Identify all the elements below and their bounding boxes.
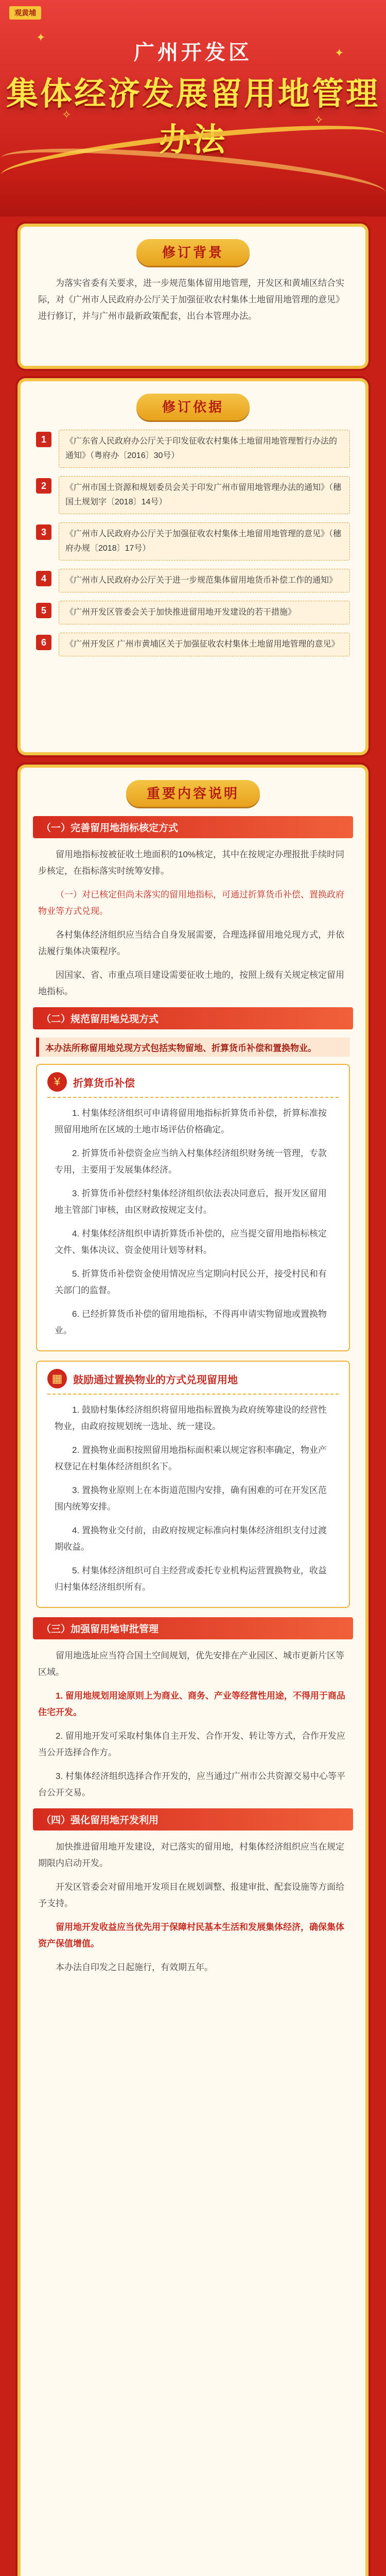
basis-panel [21, 381, 365, 752]
section-paragraph: 开发区管委会对留用地开发项目在规划调整、报建审批、配套设施等方面给予支持。 [38, 1882, 344, 1908]
section-paragraph: 留用地选址应当符合国土空间规划，优先安排在产业园区、城市更新片区等区域。 [38, 1651, 344, 1677]
item-number: 4 [36, 571, 51, 586]
hero-banner [0, 0, 386, 216]
monetary-compensation-card [36, 1064, 350, 1351]
card-header [47, 1072, 339, 1098]
main-badge: 重要内容说明 [126, 780, 260, 807]
item-text: 《广州开发区 广州市黄埔区关于加强征收农村集体土地留用地管理的意见》 [59, 633, 350, 656]
property-swap-card [36, 1361, 350, 1608]
card-paragraph: 4. 村集体经济组织申请折算货币补偿的，应当提交留用地指标核定文件、集体决议、资金使用计划等材料。 [55, 1229, 327, 1255]
basis-item [36, 522, 350, 561]
card-title: 鼓励通过置换物业的方式兑现留用地 [73, 1374, 238, 1386]
section-subheading: 本办法所称留用地兑现方式包括实物留地、折算货币补偿和置换物业。 [36, 1038, 350, 1057]
coin-icon: ¥ [47, 1072, 67, 1092]
card-paragraph: 5. 村集体经济组织可自主经营或委托专业机构运营置换物业，收益归村集体经济组织所有。 [55, 1566, 327, 1592]
item-text: 《广州市人民政府办公厅关于进一步规范集体留用地货币补偿工作的通知》 [59, 569, 350, 592]
section-paragraph: 留用地开发收益应当优先用于保障村民基本生活和发展集体经济，确保集体资产保值增值。 [38, 1922, 344, 1948]
section-paragraph: （一）对已核定但尚未落实的留用地指标，可通过折算货币补偿、置换政府物业等方式兑现。 [38, 890, 344, 916]
card-paragraph: 1. 村集体经济组织可申请将留用地指标折算货币补偿，折算标准按照留用地所在区域的土地市场评估价格确定。 [55, 1108, 327, 1134]
section-paragraph: 各村集体经济组织应当结合自身发展需要，合理选择留用地兑现方式，并依法履行集体决策程序。 [38, 930, 344, 956]
item-text: 《广州开发区管委会关于加快推进留用地开发建设的若干措施》 [59, 601, 350, 624]
item-text: 《广州市人民政府办公厅关于加强征收农村集体土地留用地管理的意见》（穗府办规〔2018〕17号） [59, 522, 350, 561]
basis-item [36, 601, 350, 624]
card-title: 折算货币补偿 [73, 1077, 135, 1089]
background-badge: 修订背景 [136, 239, 250, 266]
item-text: 《广东省人民政府办公厅关于印发征收农村集体土地留用地管理暂行办法的通知》（粤府办〔2016〕30号） [59, 430, 350, 468]
card-paragraph: 1. 鼓励村集体经济组织将留用地指标置换为政府统筹建设的经营性物业，由政府按规划统一选址、统一建设。 [55, 1405, 327, 1431]
sparkle-icon: ✦ [36, 31, 46, 44]
section-heading: （三）加强留用地审批管理 [33, 1617, 353, 1639]
basis-badge: 修订依据 [136, 394, 250, 420]
section-heading: （二）规范留用地兑现方式 [33, 1007, 353, 1029]
section-paragraph: 留用地指标按被征收土地面积的10%核定，其中在按规定办理报批手续时同步核定，在指标落实时统筹安排。 [38, 850, 345, 876]
basis-item [36, 569, 350, 592]
card-paragraph: 3. 置换物业原则上在本街道范围内安排，确有困难的可在开发区范围内统筹安排。 [55, 1485, 327, 1512]
section-heading: （一）完善留用地指标核定方式 [33, 816, 353, 838]
section-paragraph: 1. 留用地规划用途原则上为商业、商务、产业等经营性用途，不得用于商品住宅开发。 [38, 1691, 345, 1717]
card-paragraph: 5. 折算货币补偿资金使用情况应当定期向村民公开，接受村民和有关部门的监督。 [55, 1269, 327, 1295]
district-title: 广州开发区 [134, 41, 252, 64]
item-number: 5 [36, 603, 51, 618]
card-paragraph: 4. 置换物业交付前，由政府按规定标准向村集体经济组织支付过渡期收益。 [55, 1526, 327, 1552]
item-number: 1 [36, 432, 51, 447]
section-paragraph: 3. 村集体经济组织选择合作开发的，应当通过广州市公共资源交易中心等平台公开交易。 [38, 1771, 345, 1798]
basis-item [36, 633, 350, 656]
basis-item [36, 430, 350, 468]
card-paragraph: 6. 已经折算货币补偿的留用地指标，不得再申请实物留地或置换物业。 [55, 1309, 327, 1335]
section-paragraph: 加快推进留用地开发建设，对已落实的留用地，村集体经济组织应当在规定期限内启动开发。 [38, 1842, 344, 1868]
item-number: 3 [36, 524, 51, 540]
item-number: 6 [36, 635, 51, 650]
sparkle-icon: ✧ [62, 108, 72, 121]
card-header [47, 1369, 339, 1395]
background-paragraph: 为落实省委有关要求，进一步规范集体留用地管理，开发区和黄埔区结合实际，对《广州市人民政府办公厅关于加强征收农村集体土地留用地管理的意见》进行修订，并与广州市最新政策配套，出台本管理办法。 [38, 278, 344, 321]
sparkle-icon: ✦ [335, 46, 344, 59]
sparkle-icon: ✧ [314, 113, 324, 126]
card-paragraph: 2. 置换物业面积按照留用地指标面积乘以规定容积率确定，物业产权登记在村集体经济组织名下。 [55, 1445, 327, 1471]
item-text: 《广州市国土资源和规划委员会关于印发广州市留用地管理办法的通知》（穗国土规划字〔2018〕14号） [59, 476, 350, 514]
column-tag: 观黄埔 [9, 6, 41, 20]
background-panel [21, 227, 365, 366]
section-paragraph: 本办法自印发之日起施行，有效期五年。 [56, 1962, 213, 1972]
basis-item [36, 476, 350, 514]
card-paragraph: 2. 折算货币补偿资金应当纳入村集体经济组织财务统一管理，专款专用，主要用于发展集体经济。 [55, 1148, 327, 1175]
section-paragraph: 因国家、省、市重点项目建设需要征收土地的，按照上级有关规定核定留用地指标。 [38, 970, 344, 996]
main-title: 集体经济发展留用地管理办法 [6, 76, 380, 158]
card-paragraph: 3. 折算货币补偿经村集体经济组织依法表决同意后，报开发区留用地主管部门审核，由区财政按规定支付。 [55, 1189, 327, 1215]
main-content-panel [21, 768, 365, 2576]
section-paragraph: 2. 留用地开发可采取村集体自主开发、合作开发、转让等方式，合作开发应当公开选择合作方。 [38, 1731, 345, 1757]
building-icon: ▦ [47, 1369, 67, 1388]
section-heading: （四）强化留用地开发利用 [33, 1808, 353, 1831]
item-number: 2 [36, 478, 51, 494]
